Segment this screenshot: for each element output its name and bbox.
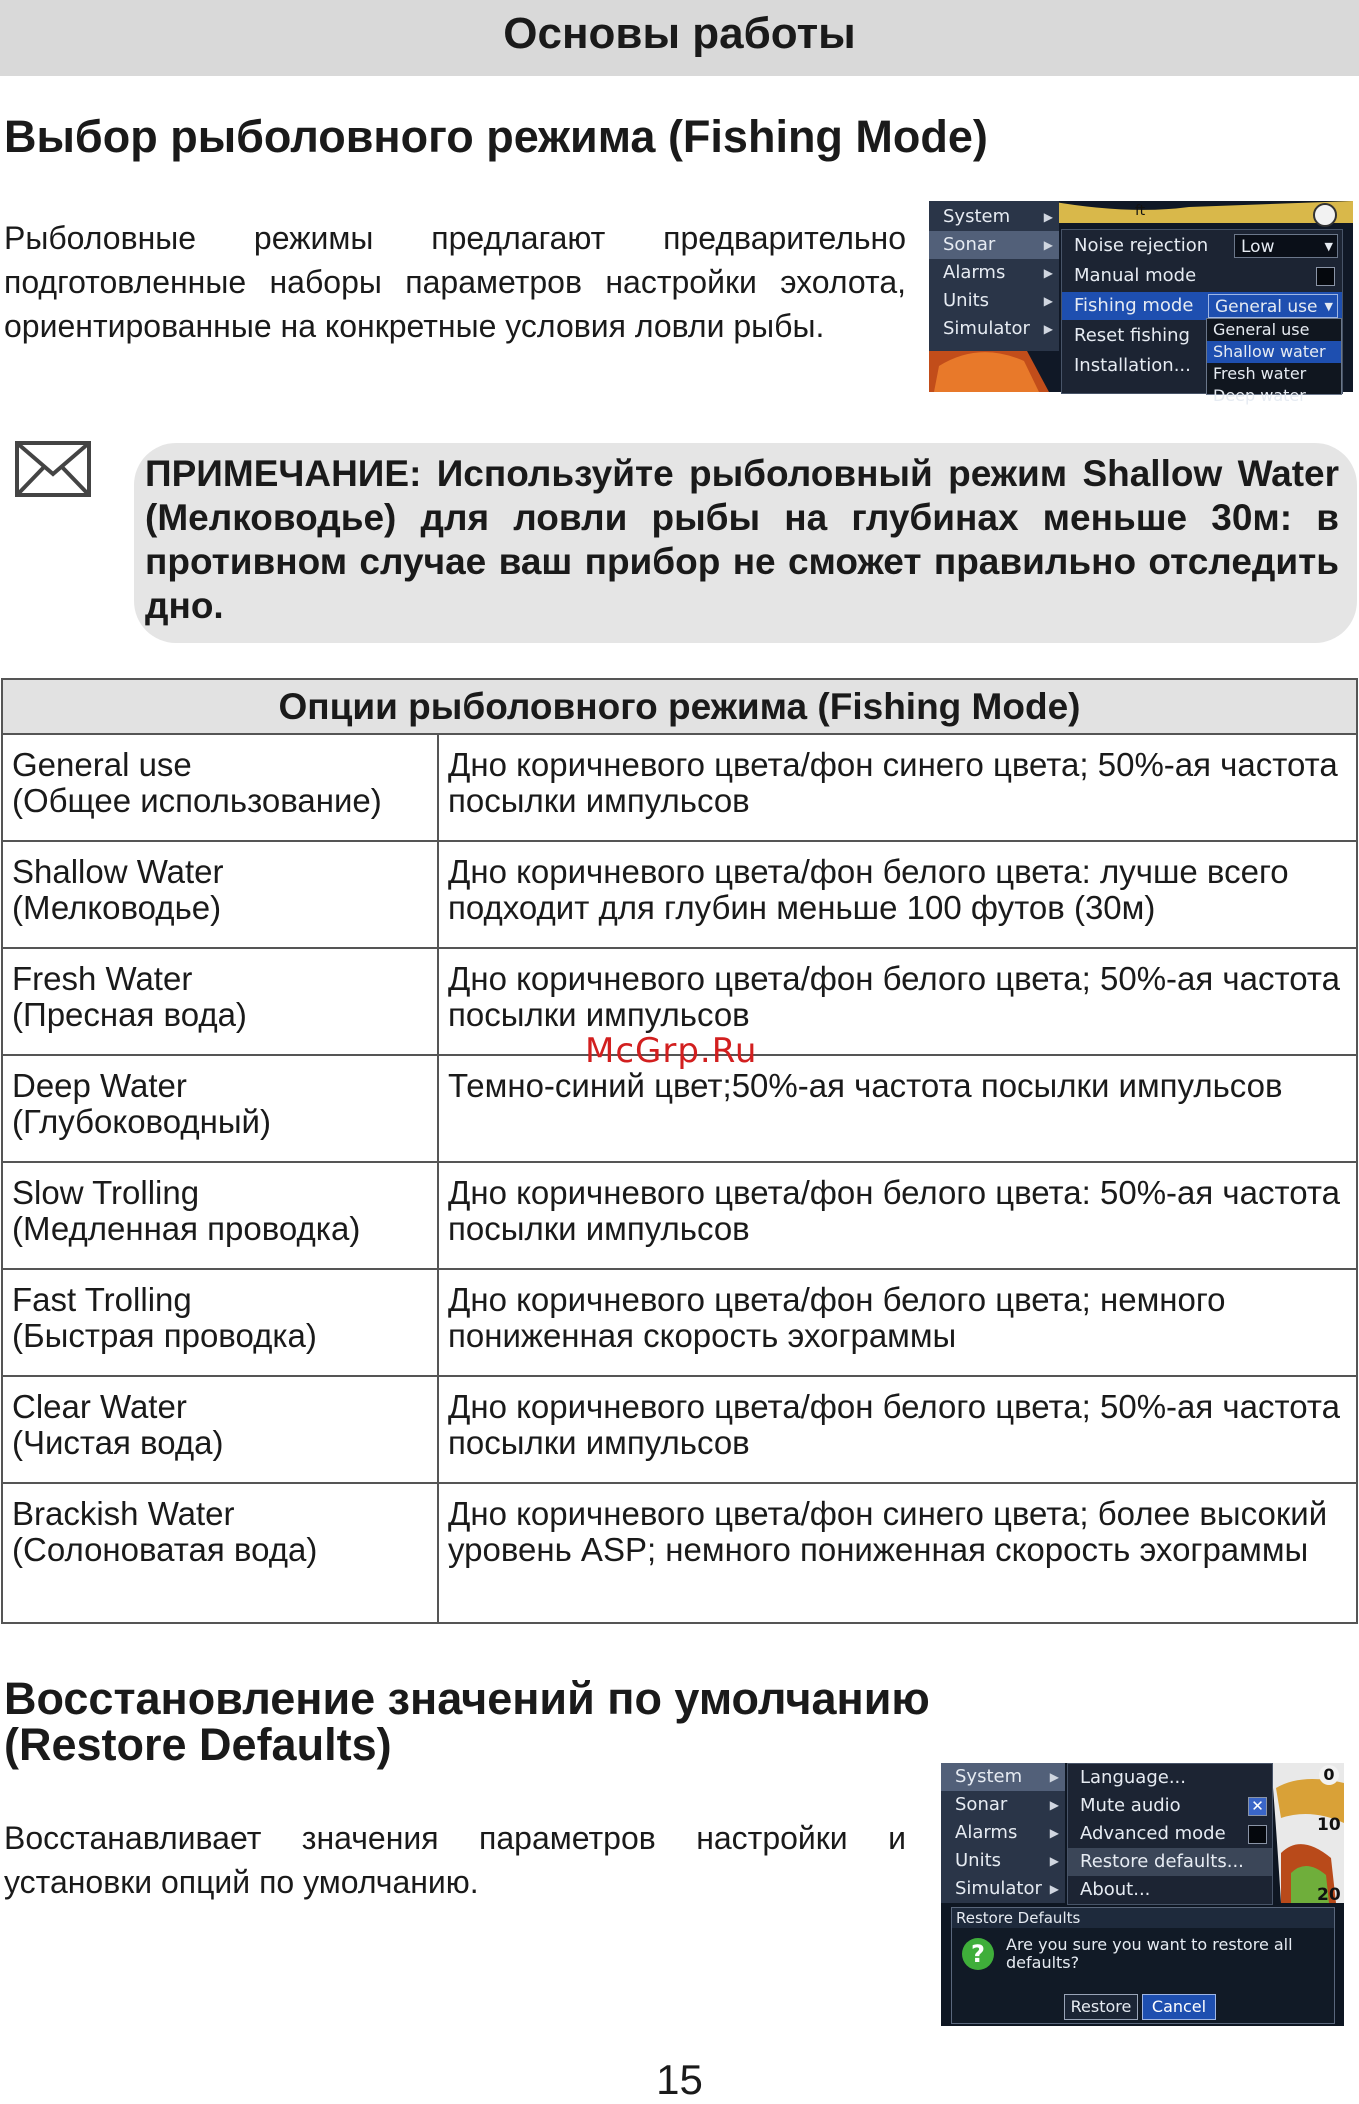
table-row (2, 734, 1357, 841)
fishing-mode-screenshot (929, 201, 1353, 405)
menu-item-sonar[interactable]: Sonar ▶ (929, 231, 1059, 259)
page-header-title: Основы работы (503, 9, 856, 58)
menu-item-alarms[interactable]: Alarms ▶ (941, 1819, 1065, 1847)
dropdown-option[interactable]: General use (1213, 320, 1310, 339)
mode-cell (2, 1483, 438, 1623)
mode-name-en: Fast Trolling (12, 1281, 192, 1318)
chevron-right-icon: ▶ (1049, 1826, 1059, 1840)
dropdown-option[interactable]: Shallow water (1207, 341, 1341, 363)
mode-cell (2, 841, 438, 948)
table-row (2, 1055, 1357, 1162)
depth-tick: 0 (1319, 1765, 1339, 1785)
noise-rejection-select[interactable]: Low ▼ (1234, 234, 1338, 258)
chevron-right-icon: ▶ (1049, 1854, 1059, 1868)
fishing-mode-select[interactable]: General use ▼ (1208, 294, 1338, 318)
mode-name-ru: (Глубоководный) (12, 1103, 271, 1140)
advanced-mode-item[interactable]: Advanced mode (1080, 1823, 1226, 1844)
restore-defaults-text: Восстанавливает значения параметров настройки и установки опций по умолчанию. (4, 1820, 906, 1900)
restore-heading-line2: (Restore Defaults) (4, 1719, 392, 1770)
mode-name-ru: (Чистая вода) (12, 1424, 224, 1461)
chevron-right-icon: ▶ (1043, 294, 1053, 308)
mode-name-ru: (Пресная вода) (12, 996, 247, 1033)
note-text: ПРИМЕЧАНИЕ: Используйте рыболовный режим Shallow Water (Мелководье) для ловли рыбы на глубинах меньше 30м: в противном случае ваш прибор не сможет правильно отследить дно. (145, 453, 1339, 626)
dropdown-option[interactable]: Fresh water (1213, 364, 1307, 383)
reset-fishing-item[interactable]: Reset fishing (1074, 325, 1190, 346)
description-cell: Дно коричневого цвета/фон белого цвета; 50%-ая частота посылки импульсов (438, 948, 1357, 1055)
main-menu (929, 201, 1059, 351)
dialog-title: Restore Defaults (952, 1908, 1334, 1928)
mode-name-ru: (Солоноватая вода) (12, 1531, 318, 1568)
table-row (2, 1376, 1357, 1483)
description-cell: Темно-синий цвет;50%-ая частота посылки импульсов (438, 1055, 1357, 1162)
mode-name-en: Fresh Water (12, 960, 193, 997)
mode-name-en: Slow Trolling (12, 1174, 200, 1211)
menu-item-system[interactable]: System ▶ (941, 1763, 1065, 1791)
chevron-right-icon: ▶ (1049, 1798, 1059, 1812)
mode-name-ru: (Общее использование) (12, 782, 382, 819)
mode-name-en: Shallow Water (12, 853, 224, 890)
table-row (2, 841, 1357, 948)
table-title: Опции рыболовного режима (Fishing Mode) (2, 679, 1357, 734)
mode-cell (2, 1162, 438, 1269)
description-cell: Дно коричневого цвета/фон синего цвета; 50%-ая частота посылки импульсов (438, 734, 1357, 841)
menu-item-units[interactable]: Units ▶ (929, 287, 1059, 315)
mode-cell (2, 1269, 438, 1376)
restore-defaults-item[interactable]: Restore defaults... (1068, 1848, 1272, 1876)
mode-name-en: General use (12, 746, 192, 783)
unit-label: ft (1135, 203, 1146, 219)
restore-defaults-heading (4, 1675, 930, 1769)
table-row (2, 1269, 1357, 1376)
description-cell: Дно коричневого цвета/фон белого цвета; 50%-ая частота посылки импульсов (438, 1376, 1357, 1483)
mode-cell (2, 1376, 438, 1483)
table-row (2, 1483, 1357, 1623)
chevron-right-icon: ▶ (1043, 238, 1053, 252)
dropdown-option[interactable]: Deep water (1213, 386, 1306, 405)
question-icon: ? (962, 1938, 994, 1970)
description-cell: Дно коричневого цвета/фон белого цвета; немного пониженная скорость эхограммы (438, 1269, 1357, 1376)
main-menu (941, 1763, 1065, 1903)
manual-mode-checkbox[interactable] (1316, 267, 1335, 286)
description-cell: Дно коричневого цвета/фон белого цвета: 50%-ая частота посылки импульсов (438, 1162, 1357, 1269)
menu-item-simulator[interactable]: Simulator ▶ (929, 315, 1059, 343)
mute-audio-item[interactable]: Mute audio (1080, 1795, 1181, 1816)
fishing-mode-dropdown (1206, 318, 1342, 405)
menu-item-system[interactable]: System ▶ (929, 203, 1059, 231)
about-item[interactable]: About... (1080, 1879, 1151, 1900)
advanced-mode-checkbox[interactable] (1248, 1825, 1267, 1844)
mute-audio-checkbox[interactable]: ✕ (1248, 1797, 1267, 1816)
installation-item[interactable]: Installation... (1074, 355, 1191, 376)
sonar-submenu (1061, 229, 1343, 405)
mode-name-en: Deep Water (12, 1067, 187, 1104)
mode-cell (2, 948, 438, 1055)
chevron-right-icon: ▶ (1043, 322, 1053, 336)
compass-icon (1313, 203, 1337, 227)
mode-name-ru: (Медленная проводка) (12, 1210, 361, 1247)
restore-defaults-screenshot (941, 1763, 1344, 2026)
restore-heading-line1: Восстановление значений по умолчанию (4, 1673, 930, 1724)
mode-cell (2, 734, 438, 841)
fishing-mode-intro: Рыболовные режимы предлагают предварительно подготовленные наборы параметров настройки эхолота, ориентированные на конкретные условия ловли рыбы. (4, 220, 906, 344)
restore-button[interactable]: Restore (1064, 1994, 1138, 2020)
menu-item-sonar[interactable]: Sonar ▶ (941, 1791, 1065, 1819)
fishing-mode-heading: Выбор рыболовного режима (Fishing Mode) (4, 111, 988, 162)
cancel-button[interactable]: Cancel (1142, 1994, 1216, 2020)
system-submenu (1067, 1763, 1273, 1905)
description-cell: Дно коричневого цвета/фон белого цвета: лучше всего подходит для глубин меньше 100 футов (30м) (438, 841, 1357, 948)
page-number: 15 (656, 2056, 703, 2103)
manual-mode-item[interactable]: Manual mode (1074, 265, 1197, 286)
menu-item-units[interactable]: Units ▶ (941, 1847, 1065, 1875)
chevron-right-icon: ▶ (1043, 210, 1053, 224)
mode-name-en: Brackish Water (12, 1495, 235, 1532)
fishing-mode-item[interactable]: Fishing mode (1062, 292, 1342, 320)
chevron-down-icon: ▼ (1324, 300, 1333, 313)
language-item[interactable]: Language... (1080, 1767, 1186, 1788)
table-row (2, 1162, 1357, 1269)
mode-name-ru: (Мелководье) (12, 889, 222, 926)
chevron-down-icon: ▼ (1324, 240, 1333, 253)
menu-item-simulator[interactable]: Simulator ▶ (941, 1875, 1065, 1903)
description-cell: Дно коричневого цвета/фон синего цвета; более высокий уровень ASP; немного пониженная скорость эхограммы (438, 1483, 1357, 1623)
mode-cell (2, 1055, 438, 1162)
dialog-message: Are you sure you want to restore all defaults? (1006, 1935, 1293, 1972)
restore-defaults-dialog (951, 1907, 1335, 2024)
mode-name-ru: (Быстрая проводка) (12, 1317, 317, 1354)
envelope-icon (14, 440, 92, 498)
menu-item-alarms[interactable]: Alarms ▶ (929, 259, 1059, 287)
fishing-mode-options-table (1, 678, 1358, 1624)
mode-name-en: Clear Water (12, 1388, 187, 1425)
chevron-right-icon: ▶ (1049, 1770, 1059, 1784)
depth-tick: 10 (1317, 1815, 1341, 1835)
depth-tick: 20 (1317, 1885, 1341, 1905)
chevron-right-icon: ▶ (1043, 266, 1053, 280)
chevron-right-icon: ▶ (1049, 1882, 1059, 1896)
noise-rejection-item[interactable]: Noise rejection (1074, 235, 1209, 256)
watermark: McGrp.Ru (585, 1031, 758, 1071)
